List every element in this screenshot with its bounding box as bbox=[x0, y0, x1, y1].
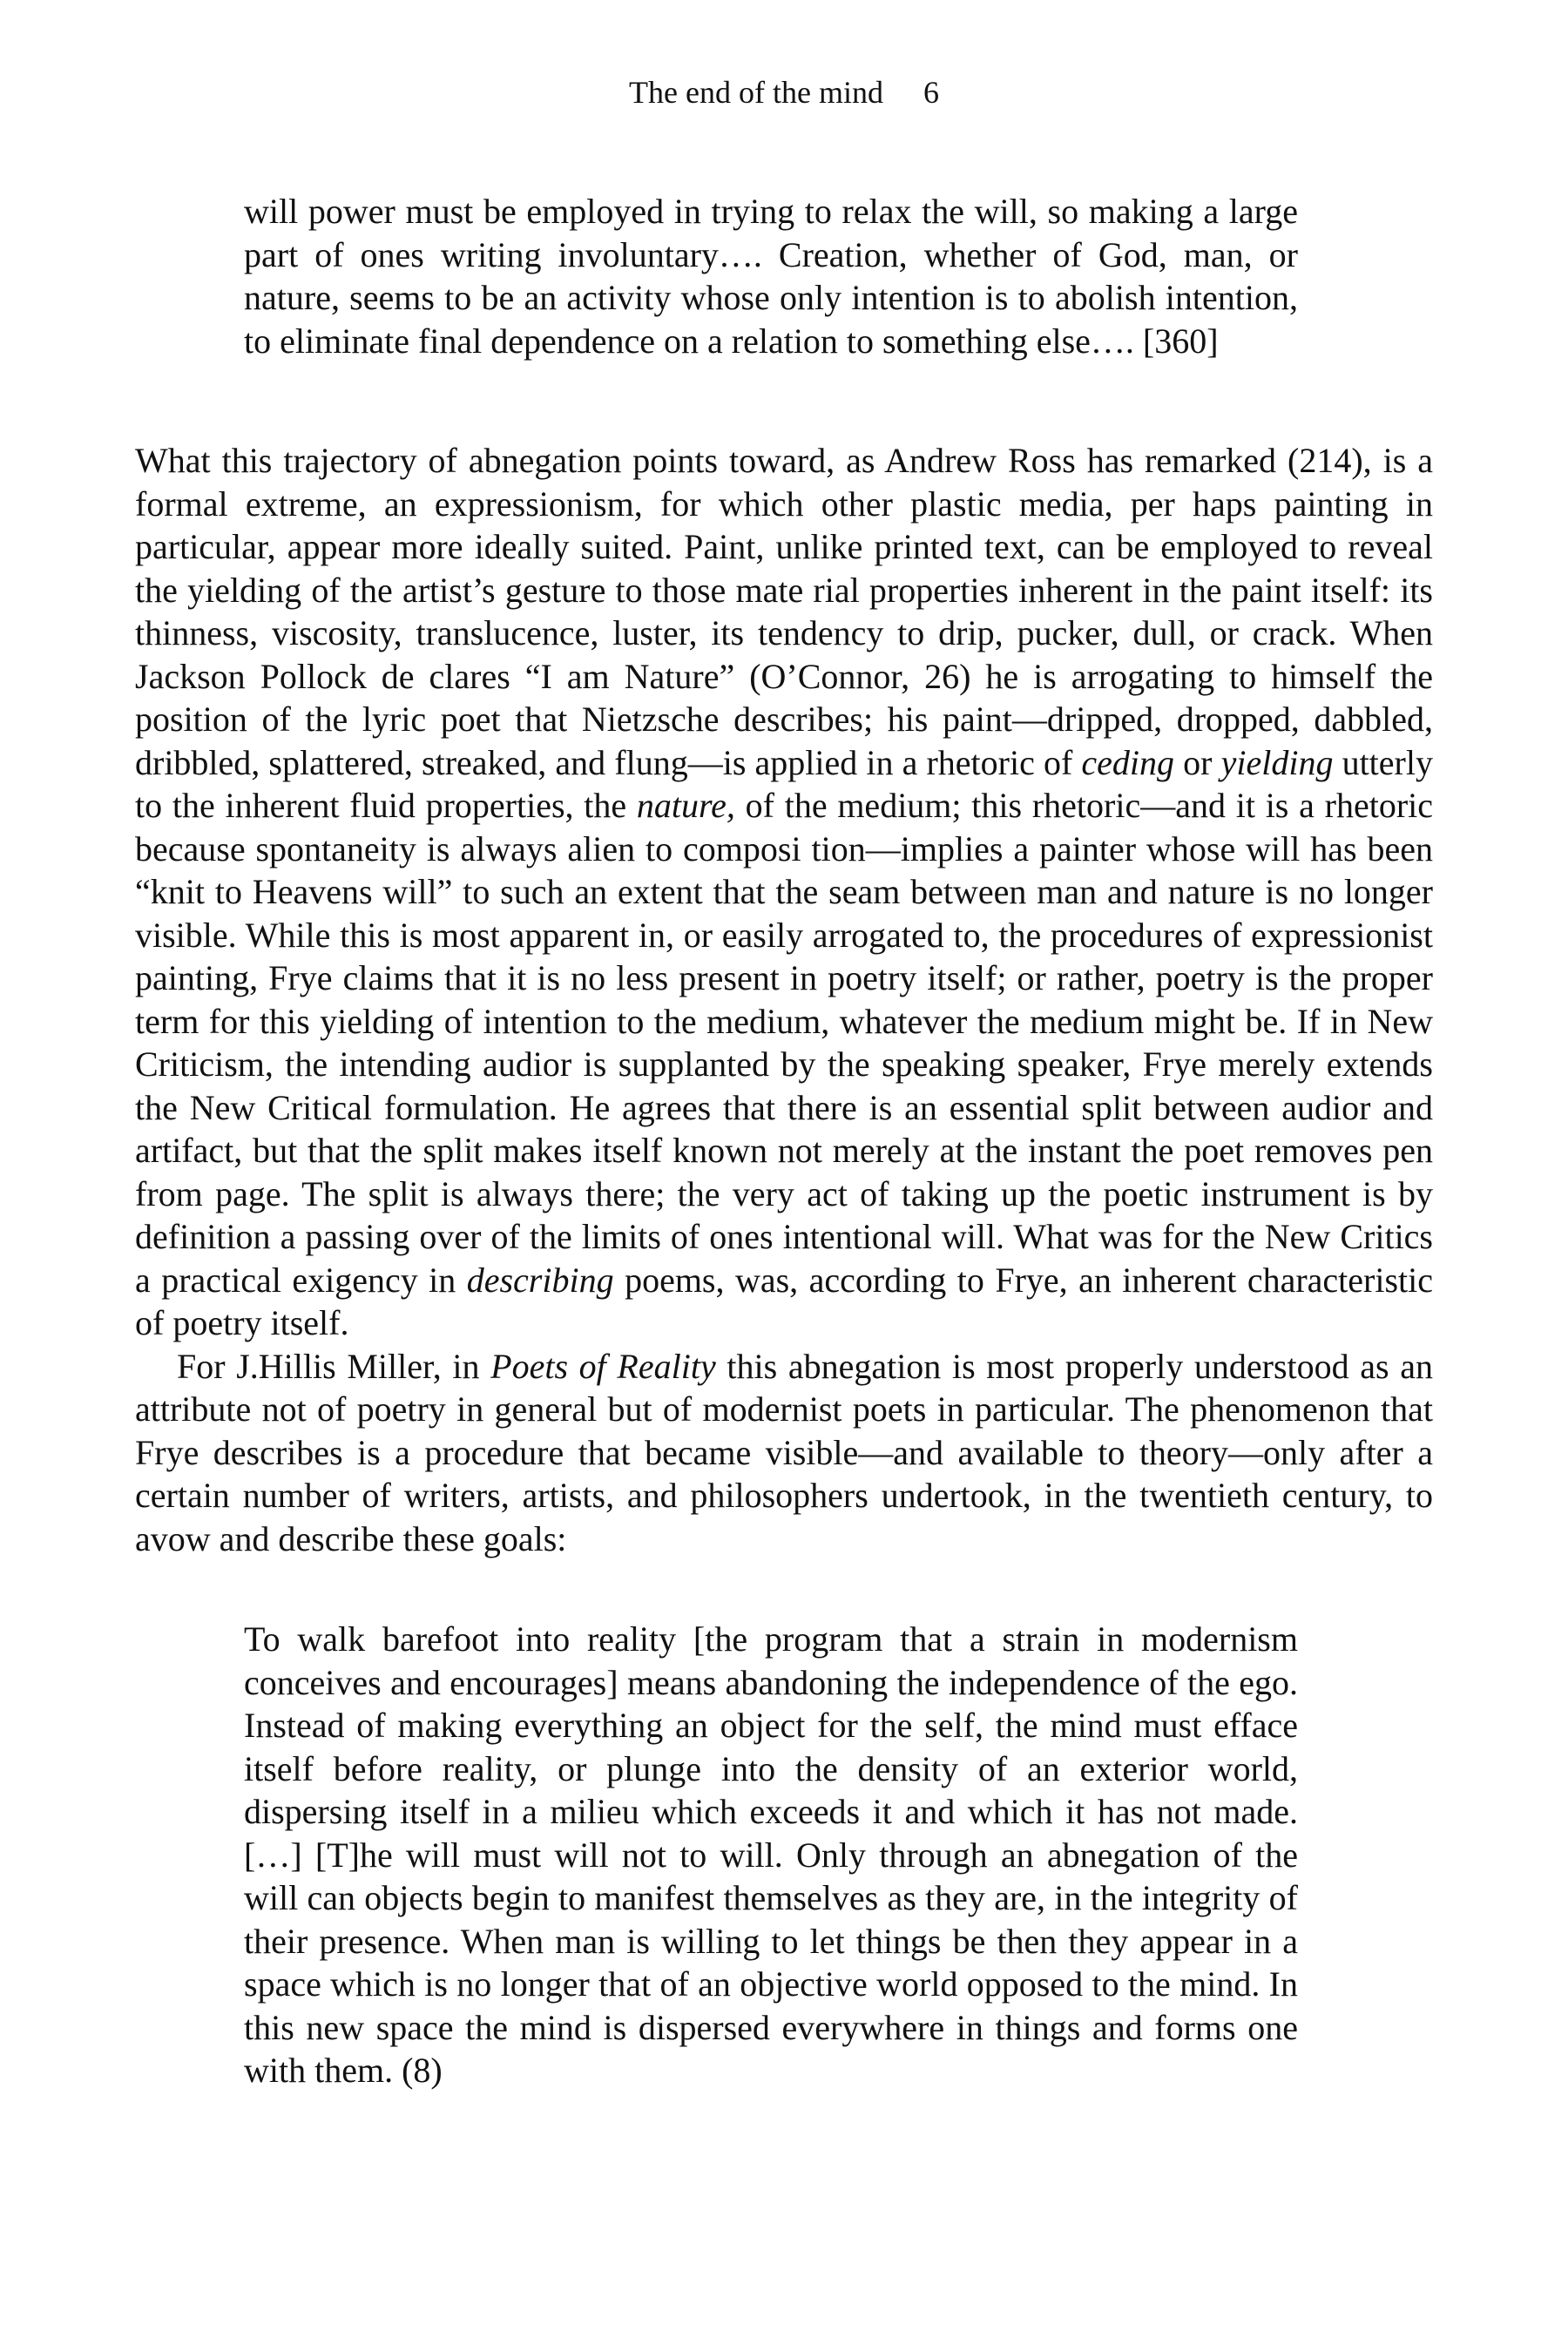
paragraph-text: this abnegation is most properly understood as an attribute not of poetry in general but of modernist poets in particular. The phenomenon that Frye describes is a procedure that became visible—and available to theory—only after a certain number of writers, artists, and philosophers undertook, in the twentieth century, to avow and describe these goals: bbox=[135, 1346, 1434, 1558]
paragraph-abnegation bbox=[135, 439, 1433, 1345]
italic-term-yielding: yielding bbox=[1220, 742, 1334, 782]
running-header bbox=[0, 71, 1568, 113]
running-title: The end of the mind bbox=[629, 75, 883, 110]
body-text bbox=[135, 190, 1433, 2092]
page-number: 6 bbox=[923, 75, 939, 110]
block-quote-frye: will power must be employed in trying to relax the will, so making a large part of ones writing involuntary…. Creation, whether of God, man, or nature, seems to be an activity whose only intention is to abolish intention, to eliminate final dependence on a relation to something else…. [360] bbox=[244, 192, 1298, 361]
block-quote-miller: To walk barefoot into reality [the program that a strain in modernism conceives and encourages] means abandoning the independence of the ego. Instead of making everything an object for the self, the mind must efface itself before reality, or plunge into the density of an exterior world, dispersing itself in a milieu which exceeds it and which it has not made. […] [T]he will must will not to will. Only through an abnegation of the will can objects begin to manifest themselves as they are, in the integrity of their presence. When man is willing to let things be then they appear in a space which is no longer that of an objective world opposed to the mind. In this new space the mind is dispersed everywhere in things and forms one with them. (8) bbox=[244, 1619, 1298, 2090]
paragraph-text: poems, was, according to Frye, an inherent characteristic of poetry itself. bbox=[135, 1260, 1433, 1342]
italic-title-poets-of-reality: Poets of Reality bbox=[490, 1346, 716, 1386]
paragraph-hillis-miller bbox=[135, 1345, 1433, 1561]
italic-term-describing: describing bbox=[466, 1260, 614, 1300]
paragraph-text: of the medium; this rhetoric—and it is a rhetoric because spontaneity is always alien to composi tion—implies a painter whose will has been “knit to Heavens will” to such an extent that the seam between man and nature is no longer visible. While this is most apparent in, or easily arrogated to, the procedures of expressionist painting, Frye claims that it is no less present in poetry itself; or rather, poetry is the proper term for this yielding of intention to the medium, whatever the medium might be. If in New Criticism, the intending audior is supplanted by the speaking speaker, Frye merely extends the New Critical formulation. He agrees that there is an essential split between audior and artifact, but that the split makes itself known not merely at the instant the poet removes pen from page. The split is always there; the very act of taking up the poetic instrument is by definition a passing over of the limits of ones intentional will. What was for the New Critics a practical exigency in bbox=[135, 786, 1434, 1300]
paragraph-text: For J.Hillis Miller, in bbox=[177, 1346, 491, 1386]
paragraph-text: utterly to the inherent fluid properties, the bbox=[135, 742, 1433, 825]
paragraph-text: What this trajectory of abnegation points toward, as Andrew Ross has remarked (214), is a formal extreme, an expressionism, for which other plastic media, per haps painting in particular, appear more ideally suited. Paint, unlike printed text, can be employed to reveal the yielding of the artist’s gesture to those mate rial properties inherent in the paint itself: its thinness, viscosity, translucence, luster, its tendency to drip, pucker, dull, or crack. When Jackson Pollock de clares “I am Nature” (O’Connor, 26) he is arrogating to himself the position of the lyric poet that Nietzsche describes; his paint—dripped, dropped, dabbled, dribbled, splattered, streaked, and flung—is applied in a rhetoric of bbox=[135, 441, 1433, 782]
italic-term-ceding: ceding bbox=[1081, 742, 1175, 782]
paragraph-text: or bbox=[1174, 742, 1221, 782]
italic-term-nature: nature, bbox=[636, 786, 735, 825]
